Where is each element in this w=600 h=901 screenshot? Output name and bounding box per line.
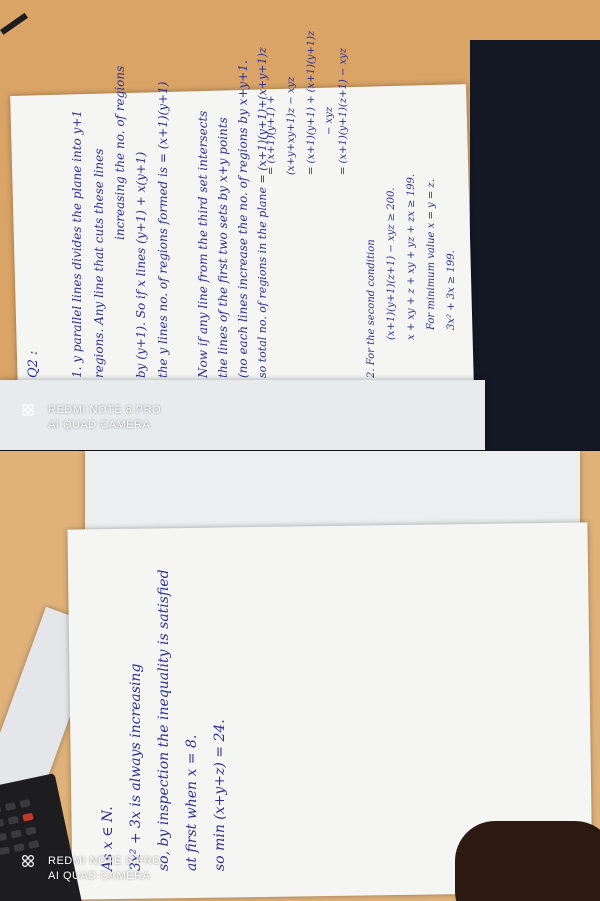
handwritten-line: so min (x+y+z) = 24. <box>212 719 228 871</box>
handwritten-line: at first when x = 8. <box>184 734 200 871</box>
watermark-camera: AI QUAD CAMERA <box>48 419 151 432</box>
watermark-brand: REDMI NOTE 8 PRO <box>48 404 162 416</box>
dark-cloth <box>470 40 600 450</box>
handwritten-line: − xyz <box>324 106 335 135</box>
watermark-camera: AI QUAD CAMERA <box>48 870 151 883</box>
handwritten-line: (no each lines increase the no. of regions by x+y+1. <box>236 60 250 378</box>
handwritten-line: = (x+1)(y+1) + <box>266 95 277 175</box>
bottom-photo <box>0 451 600 901</box>
handwritten-line: regions. Any line that cuts these lines <box>92 148 106 378</box>
pen <box>0 13 28 35</box>
camera-lens-icon <box>20 855 42 867</box>
handwritten-line: Now if any line from the third set intersects <box>196 110 210 378</box>
handwritten-line: As x ∈ N. <box>100 806 116 871</box>
handwritten-line: x + xy + z + xy + yz + zx ≥ 199. <box>406 174 417 340</box>
camera-lens-icon <box>20 404 42 416</box>
top-photo <box>0 0 600 450</box>
handwritten-line: = (x+1)(y+1) + (x+1)(y+1)z <box>306 30 317 175</box>
handwritten-line: 2. For the second condition <box>366 239 377 378</box>
handwritten-line: the y lines no. of regions formed is = (x+1)(y+1) <box>156 81 170 378</box>
q2-heading: Q2 : <box>26 350 41 378</box>
camera-watermark <box>20 404 161 431</box>
notebook-page-back <box>85 451 580 531</box>
handwritten-line: 1. y parallel lines divides the plane into y+1 <box>70 109 84 378</box>
handwritten-line: = (x+1)(y+1)(z+1) − xyz <box>338 47 349 175</box>
watermark-brand: REDMI NOTE 8 PRO <box>48 855 162 867</box>
handwritten-line: For minimum value x = y = z. <box>426 179 437 330</box>
handwritten-line: increasing the no. of regions <box>113 65 127 240</box>
handwritten-line: (x+y+xy+1)z − xyz <box>286 76 297 175</box>
handwritten-line: (x+1)(y+1)(z+1) − xyz ≥ 200. <box>386 187 397 340</box>
handwritten-line: the lines of the first two sets by x+y points <box>216 117 230 378</box>
handwritten-line: so total no. of regions in the plane = (x+1)(y+1)+(x+y+1)z <box>256 47 269 378</box>
hand <box>455 821 600 901</box>
camera-watermark <box>20 855 161 882</box>
handwritten-line: 3x² + 3x is always increasing <box>128 663 144 871</box>
handwritten-line: so, by inspection the inequality is satisfied <box>156 569 172 871</box>
handwritten-line: by (y+1). So if x lines (y+1) + x(y+1) <box>134 151 148 378</box>
handwritten-line: 3x² + 3x ≥ 199. <box>446 250 457 330</box>
